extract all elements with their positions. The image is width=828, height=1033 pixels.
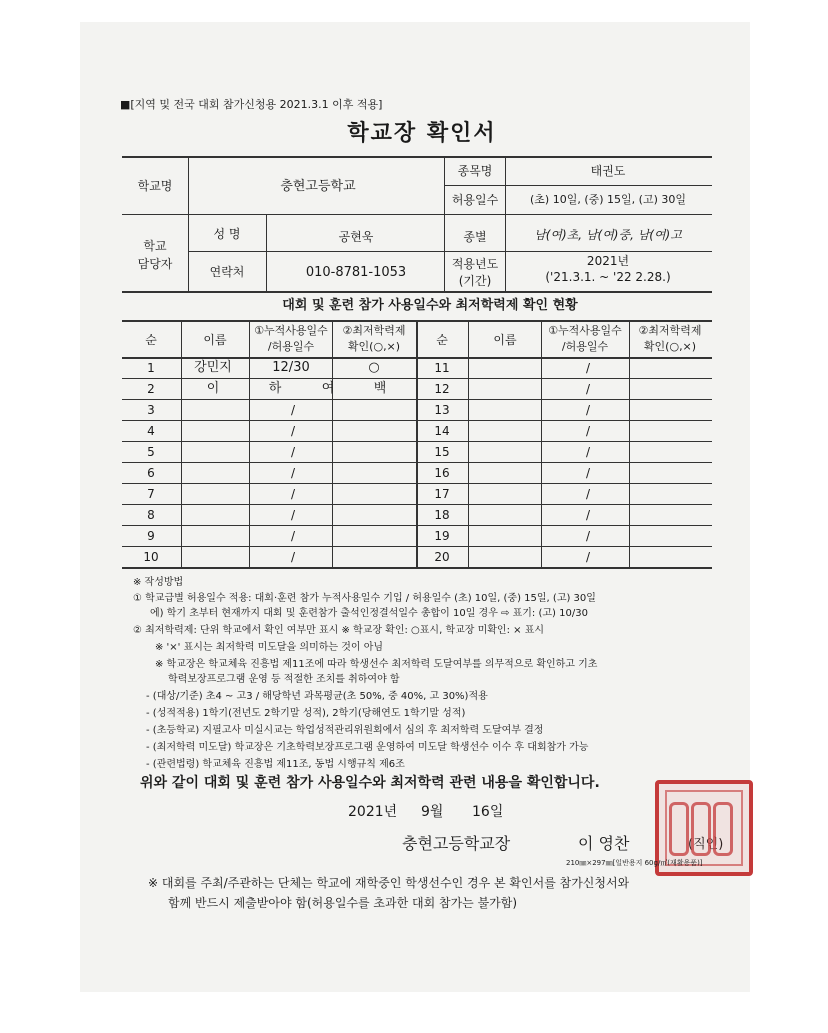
- row-days: /: [585, 382, 591, 396]
- apply-year-label-2: (기간): [458, 274, 492, 288]
- row-days: /: [585, 445, 591, 459]
- col-days-2-right: /허용일수: [561, 340, 609, 353]
- row-no: 15: [434, 445, 450, 459]
- note-line: ※ 학교장은 학교체육 진흥법 제11조에 따라 학생선수 최저학력 도달여부를 의무적으로 확인하고 기초: [155, 659, 598, 670]
- row-days: /: [290, 550, 296, 564]
- note-line: ② 최저학력제: 단위 학교에서 확인 여부만 표시 ※ 학교장 확인: ○표시, 학교장 미확인: × 표시: [133, 625, 545, 636]
- contact-value: 010-8781-1053: [305, 265, 407, 280]
- apply-period-value: ('21.3.1. ~ '22 2.28.): [545, 270, 671, 284]
- note-line: - (관련법령) 학교체육 진흥법 제11조, 동법 시행규칙 제6조: [146, 759, 405, 770]
- row-days: /: [290, 529, 296, 543]
- note-line: - (성적적용) 1학기(전년도 2학기말 성적), 2학기(당해연도 1학기말 성적): [146, 708, 466, 719]
- col-name: 이름: [203, 333, 227, 347]
- row-no: 8: [147, 508, 155, 522]
- note-heading: ※ 작성방법: [133, 577, 184, 588]
- date-day: 16일: [472, 804, 504, 820]
- col-name-right: 이름: [493, 333, 517, 347]
- header-note: ■[지역 및 전국 대회 참가신청용 2021.3.1 이후 적용]: [120, 98, 383, 111]
- row-days: /: [290, 508, 296, 522]
- allowed-days-label: 허용일수: [451, 193, 499, 207]
- row-no: 1: [147, 361, 155, 375]
- note-line: - (초등학교) 지필고사 미실시교는 학업성적관리위원회에서 심의 후 최저학력 도달여부 결정: [146, 725, 544, 736]
- date-year: 2021년: [348, 804, 398, 820]
- row-days: /: [290, 466, 296, 480]
- row-no: 18: [434, 508, 450, 522]
- row-days: /: [290, 445, 296, 459]
- col-days-1: ①누적사용일수: [254, 324, 328, 337]
- note-line: - (대상/기준) 초4 ~ 고3 / 해당학년 과목평균(초 50%, 중 40%, 고 30%)적용: [146, 691, 488, 702]
- row-no: 16: [434, 466, 450, 480]
- sport-label: 종목명: [457, 164, 493, 178]
- row-no: 14: [434, 424, 450, 438]
- row-days: /: [585, 361, 591, 375]
- principal-title: 충현고등학교장: [402, 834, 511, 853]
- apply-year-label-1: 적용년도: [451, 257, 499, 271]
- row-extra: 백: [373, 381, 387, 396]
- name-value: 공현욱: [338, 230, 374, 244]
- row-days: /: [585, 403, 591, 417]
- principal-name: 이 영찬: [578, 834, 630, 853]
- row-no: 4: [147, 424, 155, 438]
- row-days: /: [585, 487, 591, 501]
- staff-label-1: 학교: [143, 239, 167, 253]
- allowed-days-value: (초) 10일, (중) 15일, (고) 30일: [530, 193, 686, 206]
- row-no: 5: [147, 445, 155, 459]
- apply-year-value: 2021년: [586, 254, 630, 268]
- row-days: /: [290, 403, 296, 417]
- category-label: 종별: [463, 230, 487, 244]
- col-check-1-right: ②최저학력제: [638, 324, 702, 337]
- row-days: /: [585, 424, 591, 438]
- note-line: ※ '×' 표시는 최저학력 미도달을 의미하는 것이 아님: [155, 642, 384, 653]
- row-no: 6: [147, 466, 155, 480]
- school-name: 충현고등학교: [280, 179, 356, 194]
- row-days: /: [585, 529, 591, 543]
- row-no: 11: [434, 361, 450, 375]
- document-title: 학교장 확인서: [347, 121, 497, 146]
- note-line: ① 학교급별 허용일수 적용: 대회·훈련 참가 누적사용일수 기입 / 허용일수 (초) 10일, (중) 15일, (고) 30일: [133, 593, 596, 604]
- row-name: 강민지: [194, 360, 232, 375]
- contact-label: 연락처: [209, 265, 245, 279]
- staff-label-2: 담당자: [137, 257, 173, 271]
- usage-table-title: 대회 및 훈련 참가 사용일수와 최저학력제 확인 현황: [282, 298, 578, 313]
- row-no: 10: [143, 550, 159, 564]
- info-top-rule: [122, 156, 712, 158]
- footer-note-2: 함께 반드시 제출받아야 함(허용일수를 초과한 대회 참가는 불가함): [168, 896, 518, 910]
- row-no: 13: [434, 403, 450, 417]
- sport-value: 태권도: [590, 164, 626, 178]
- seal-glyph: [691, 802, 711, 856]
- row-days: 12/30: [272, 360, 310, 375]
- row-no: 2: [147, 382, 155, 396]
- col-check-2: 확인(○,×): [347, 340, 401, 353]
- col-check-1: ②최저학력제: [342, 324, 406, 337]
- col-days-1-right: ①누적사용일수: [548, 324, 622, 337]
- row-days: /: [585, 466, 591, 480]
- col-no-right: 순: [436, 333, 448, 347]
- seal-glyph: [669, 802, 689, 856]
- note-line: 에) 학기 초부터 현재까지 대회 및 훈련참가 출석인정결석일수 총합이 10일 경우 ⇨ 표기: (고) 10/30: [150, 608, 588, 619]
- col-no: 순: [145, 333, 157, 347]
- confirm-text: 위와 같이 대회 및 훈련 참가 사용일수와 최저학력 관련 내용을 확인합니다.: [140, 775, 600, 791]
- footer-note-1: ※ 대회를 주최/주관하는 단체는 학교에 재학중인 학생선수인 경우 본 확인서를 참가신청서와: [148, 876, 630, 890]
- row-days: 하: [268, 381, 282, 396]
- row-no: 12: [434, 382, 450, 396]
- row-days: /: [585, 550, 591, 564]
- note-line: 학력보장프로그램 운영 등 적절한 조치를 취하여야 함: [168, 674, 400, 685]
- row-days: /: [290, 424, 296, 438]
- row-no: 3: [147, 403, 155, 417]
- row-no: 17: [434, 487, 450, 501]
- seal-glyph: [713, 802, 733, 856]
- row-days: /: [290, 487, 296, 501]
- row-no: 19: [434, 529, 450, 543]
- note-line: - (최저학력 미도달) 학교장은 기초학력보장프로그램 운영하여 미도달 학생선수 이수 후 대회참가 가능: [146, 742, 589, 753]
- col-days-2: /허용일수: [267, 340, 315, 353]
- col-check-2-right: 확인(○,×): [643, 340, 697, 353]
- seal-label: (직인): [688, 837, 724, 852]
- category-value: 남(여)초, 남(여)중, 남(여)고: [534, 228, 682, 242]
- row-name: 이: [206, 381, 220, 396]
- row-no: 7: [147, 487, 155, 501]
- name-label: 성 명: [213, 227, 241, 241]
- row-check: ○: [368, 360, 380, 375]
- school-label: 학교명: [137, 179, 173, 193]
- date-month: 9월: [421, 804, 444, 820]
- row-no: 9: [147, 529, 155, 543]
- paper-size-note: 210㎜×297㎜[일반용지 60g/㎡(재활용품)]: [566, 859, 703, 867]
- row-days: /: [585, 508, 591, 522]
- row-no: 20: [434, 550, 450, 564]
- row-check: 여: [321, 381, 335, 396]
